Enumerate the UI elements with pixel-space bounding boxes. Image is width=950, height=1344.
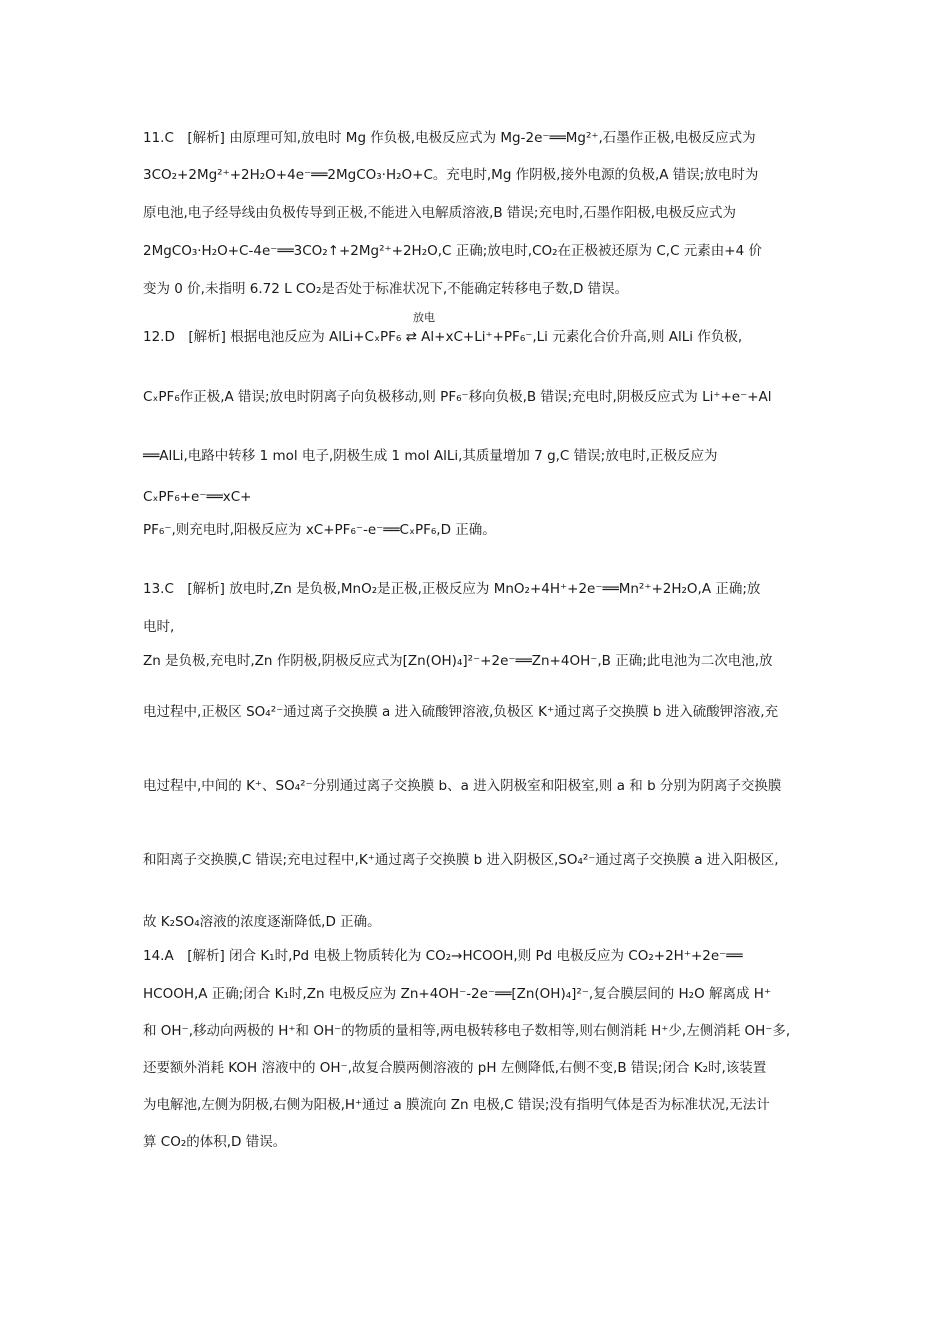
answer-14-line-1: 14.A [解析] 闭合 K₁时,Pd 电极上物质转化为 CO₂→HCOOH,则 Pd 电极反应为 CO₂+2H⁺+2e⁻══ [143,948,743,964]
answer-11-line-5: 变为 0 价,未指明 6.72 L CO₂是否处于标准状况下,不能确定转移电子数,D 错误。 [143,281,629,297]
answer-12-line-2: CₓPF₆作正极,A 错误;放电时阴离子向负极移动,则 PF₆⁻移向负极,B 错误;充电时,阴极反应式为 Li⁺+e⁻+Al [143,389,772,405]
answer-12-line-4: CₓPF₆+e⁻══xC+ [143,489,252,505]
answer-13-line-5: 电过程中,中间的 K⁺、SO₄²⁻分别通过离子交换膜 b、a 进入阴极室和阳极室,则 a 和 b 分别为阴离子交换膜 [143,778,782,794]
answer-12-line-1: 12.D [解析] 根据电池反应为 AlLi+CₓPF₆ ⇄ Al+xC+Li⁺+PF₆⁻,Li 元素化合价升高,则 AlLi 作负极, [143,329,743,345]
answer-11-line-1: 11.C [解析] 由原理可知,放电时 Mg 作负极,电极反应式为 Mg-2e⁻══Mg²⁺,石墨作正极,电极反应式为 [143,130,756,146]
answer-11-line-2: 3CO₂+2Mg²⁺+2H₂O+4e⁻══2MgCO₃·H₂O+C。充电时,Mg 作阴极,接外电源的负极,A 错误;放电时为 [143,167,759,183]
answer-14-line-3: 和 OH⁻,移动向两极的 H⁺和 OH⁻的物质的量相等,两电极转移电子数相等,则右侧消耗 H⁺少,左侧消耗 OH⁻多, [143,1023,791,1039]
answer-12-line-3: ══AlLi,电路中转移 1 mol 电子,阴极生成 1 mol AlLi,其质量增加 7 g,C 错误;放电时,正极反应为 [143,448,718,464]
answer-14-line-5: 为电解池,左侧为阴极,右侧为阳极,H⁺通过 a 膜流向 Zn 电极,C 错误;没有指明气体是否为标准状况,无法计 [143,1097,770,1113]
answer-13-line-3: Zn 是负极,充电时,Zn 作阴极,阴极反应式为[Zn(OH)₄]²⁻+2e⁻══Zn+4OH⁻,B 正确;此电池为二次电池,放 [143,653,773,669]
answer-11-line-4: 2MgCO₃·H₂O+C-4e⁻══3CO₂↑+2Mg²⁺+2H₂O,C 正确;放电时,CO₂在正极被还原为 C,C 元素由+4 价 [143,243,762,259]
answer-13-line-6: 和阳离子交换膜,C 错误;充电过程中,K⁺通过离子交换膜 b 进入阴极区,SO₄²⁻通过离子交换膜 a 进入阳极区, [143,852,779,868]
answer-11-line-3: 原电池,电子经导线由负极传导到正极,不能进入电解质溶液,B 错误;充电时,石墨作阳极,电极反应式为 [143,205,737,221]
answer-13-line-1: 13.C [解析] 放电时,Zn 是负极,MnO₂是正极,正极反应为 MnO₂+4H⁺+2e⁻══Mn²⁺+2H₂O,A 正确;放 [143,581,761,597]
answer-12-line-5: PF₆⁻,则充电时,阳极反应为 xC+PF₆⁻-e⁻══CₓPF₆,D 正确。 [143,522,496,538]
answer-14-line-6: 算 CO₂的体积,D 错误。 [143,1134,287,1150]
answer-13-line-2: 电时, [143,619,175,635]
answer-14-line-4: 还要额外消耗 KOH 溶液中的 OH⁻,故复合膜两侧溶液的 pH 左侧降低,右侧不变,B 错误;闭合 K₂时,该装置 [143,1060,767,1076]
answer-14-line-2: HCOOH,A 正确;闭合 K₁时,Zn 电极反应为 Zn+4OH⁻-2e⁻══[Zn(OH)₄]²⁻,复合膜层间的 H₂O 解离成 H⁺ [143,986,772,1002]
answer-13-line-7: 故 K₂SO₄溶液的浓度逐渐降低,D 正确。 [143,914,381,930]
discharge-arrow-label: 放电 [413,311,435,324]
answer-13-line-4: 电过程中,正极区 SO₄²⁻通过离子交换膜 a 进入硫酸钾溶液,负极区 K⁺通过离子交换膜 b 进入硫酸钾溶液,充 [143,704,779,720]
